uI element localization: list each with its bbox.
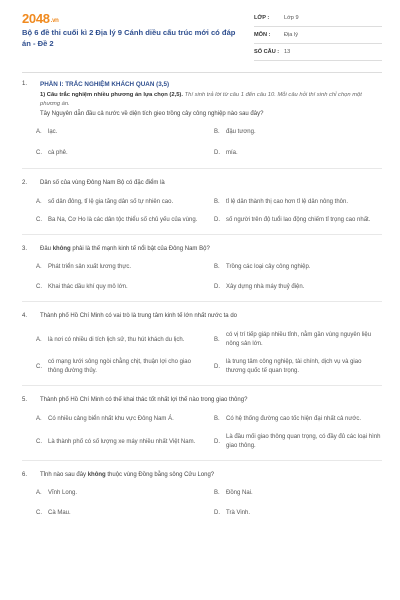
option-a[interactable] [36,263,204,272]
question-divider [22,460,382,461]
question-text-post: thuộc vùng Đồng bằng sông Cửu Long? [105,472,215,478]
question-1-body [40,80,382,119]
question-4 [22,312,382,376]
meta-count-key: SỐ CÂU : [254,49,280,55]
question-text-post: phải là thế mạnh kinh tế nổi bật của Đông Nam Bộ? [70,246,210,252]
exam-meta [254,10,382,61]
question-3-head [22,245,382,254]
meta-subject-key: MÔN : [254,32,271,38]
option-letter: B. [214,199,220,205]
question-text-pre: Tỉnh nào sau đây [40,472,88,478]
question-text: Thành phố Hồ Chí Minh có thế khai thác tốt nhất lợi thế nào trong giao thông? [40,397,248,403]
option-a[interactable] [36,415,204,424]
header [0,0,400,62]
option-d[interactable] [214,216,382,225]
option-text: tỉ lệ dân thành thị cao hơn tỉ lệ dân nông thôn. [226,199,349,205]
question-2-head [22,179,382,188]
option-text: là trung tâm công nghiệp, tài chính, dịch vụ và giao thương quốc tế quan trọng. [226,359,362,374]
part-sub-bold: 1) Câu trắc nghiệm nhiều phương án lựa chọn (2,5). [40,92,183,98]
option-d[interactable] [214,433,382,451]
question-divider [22,168,382,169]
option-letter: D. [214,510,220,516]
option-letter: C. [36,150,42,156]
option-text: lạc. [48,129,58,135]
option-letter: A. [36,490,42,496]
option-letter: D. [214,438,220,445]
option-letter: B. [214,264,220,270]
document-title: Bộ 6 đề thi cuối kì 2 Địa lý 9 Cánh diều cấu trúc mới có đáp án - Đề 2 [22,28,236,48]
question-number: 2. [22,180,28,186]
part-sub-italic: Thí sinh trả lời từ câu 1 đến câu 10. Mỗi câu hỏi thí sinh chỉ chọn một phương án. [40,92,362,107]
option-letter: C. [36,438,42,445]
site-logo[interactable] [22,11,59,26]
option-text: Khai thác dầu khí quy mô lớn. [48,284,128,290]
part-instructions [40,91,382,109]
question-text-bold: không [87,472,106,478]
options [22,128,382,158]
option-b[interactable] [214,415,382,424]
option-text: Đồng Nai. [226,490,253,496]
logo-main: 2048 [22,11,50,26]
options [22,331,382,376]
question-divider [22,234,382,235]
option-b[interactable] [214,128,382,137]
option-c[interactable] [36,358,204,376]
option-a[interactable] [36,128,204,137]
option-letter: B. [214,336,220,343]
option-letter: B. [214,129,220,135]
question-2 [22,179,382,225]
options [22,198,382,225]
option-text: Là thành phố có số lượng xe máy nhiều nhất Việt Nam. [48,438,196,445]
meta-count-value: 13 [284,49,291,55]
option-d[interactable] [214,283,382,292]
option-b[interactable] [214,489,382,498]
option-a[interactable] [36,331,204,349]
question-text: Tây Nguyên dẫn đầu cả nước về diện tích gieo trồng cây công nghiệp nào sau đây? [40,111,264,117]
part-title: PHẦN I: TRẮC NGHIỆM KHÁCH QUAN (3,5) [40,81,170,88]
option-c[interactable] [36,149,204,158]
question-number: 5. [22,397,28,403]
option-text: có mạng lưới sông ngòi chằng chịt, thuận lợi cho giao thông đường thủy. [48,359,191,374]
option-text: cà phê. [48,150,68,156]
option-text: Phát triển sản xuất lương thực. [48,264,132,270]
option-letter: D. [214,284,220,290]
question-5-head [22,396,382,405]
question-text [40,471,382,480]
option-text: Trà Vinh. [226,510,251,516]
options [22,415,382,451]
meta-count [254,44,382,61]
question-number: 4. [22,313,28,319]
option-b[interactable] [214,263,382,272]
options [22,489,382,518]
question-divider [22,385,382,386]
option-letter: D. [214,363,220,370]
option-letter: A. [36,129,42,135]
option-letter: A. [36,336,42,343]
question-list [22,80,382,518]
question-text-bold: không [52,246,71,252]
option-b[interactable] [214,198,382,207]
question-number: 1. [22,81,28,87]
question-text-pre: Đâu [40,246,53,252]
meta-subject-value: Địa lý [284,32,298,38]
option-text: số người trên độ tuổi lao động chiếm tỉ trọng cao nhất. [226,217,371,223]
logo-tld: .vn [50,18,59,24]
option-text: có vị trí tiếp giáp nhiều tỉnh, nằm gần vùng nguyên liệu nông sản lớn. [226,332,372,347]
question-6 [22,471,382,518]
question-divider [22,301,382,302]
option-c[interactable] [36,216,204,225]
option-text: Ba Na, Cơ Ho là các dân tộc thiểu số chủ yếu của vùng. [48,217,198,223]
option-letter: C. [36,217,42,223]
option-d[interactable] [214,149,382,158]
option-letter: C. [36,510,42,516]
option-text: Có hệ thống đường cao tốc hiện đại nhất cả nước. [226,416,361,422]
option-d[interactable] [214,509,382,518]
option-text: là nơi có nhiều di tích lịch sử, thu hút khách du lịch. [48,336,185,343]
question-text: Dân số của vùng Đông Nam Bộ có đặc điểm là [40,180,165,186]
option-b[interactable] [214,331,382,349]
question-6-head [22,471,382,480]
question-text: Thành phố Hồ Chí Minh có vai trò là trung tâm kinh tế lớn nhất nước ta do [40,313,237,319]
question-4-head [22,312,382,321]
option-text: Là đầu mối giao thông quan trọng, có đầy đủ các loại hình giao thông. [226,434,381,449]
option-letter: B. [214,490,220,496]
question-number: 6. [22,472,28,478]
option-a[interactable] [36,489,204,498]
options [22,263,382,292]
option-text: mía. [226,150,238,156]
option-text: số dân đông, tỉ lệ gia tăng dân số tự nhiên cao. [48,199,174,205]
question-5 [22,396,382,451]
option-a[interactable] [36,198,204,207]
meta-grade-value: Lớp 9 [284,15,299,21]
question-1 [22,80,382,158]
option-text: Có nhiều cảng biển nhất khu vực Đông Nam Á. [48,416,174,422]
question-number: 3. [22,246,28,252]
option-letter: A. [36,264,42,270]
option-letter: B. [214,416,220,422]
question-1-head [22,80,382,119]
option-letter: C. [36,363,42,370]
option-letter: A. [36,199,42,205]
option-text: Cà Mau. [48,510,71,516]
question-text [40,245,382,254]
option-letter: D. [214,150,220,156]
option-c[interactable] [36,509,204,518]
option-d[interactable] [214,358,382,376]
header-divider [22,72,382,73]
option-letter: D. [214,217,220,223]
option-text: đậu tương. [226,129,256,135]
option-letter: C. [36,284,42,290]
option-c[interactable] [36,283,204,292]
meta-subject [254,27,382,44]
option-text: Vĩnh Long. [48,490,78,496]
option-c[interactable] [36,433,204,451]
option-text: Trồng các loại cây công nghiệp. [226,264,311,270]
meta-grade [254,10,382,27]
option-letter: A. [36,416,42,422]
question-3 [22,245,382,292]
option-text: Xây dựng nhà máy thuỷ điện. [226,284,305,290]
meta-grade-key: LỚP : [254,15,270,21]
